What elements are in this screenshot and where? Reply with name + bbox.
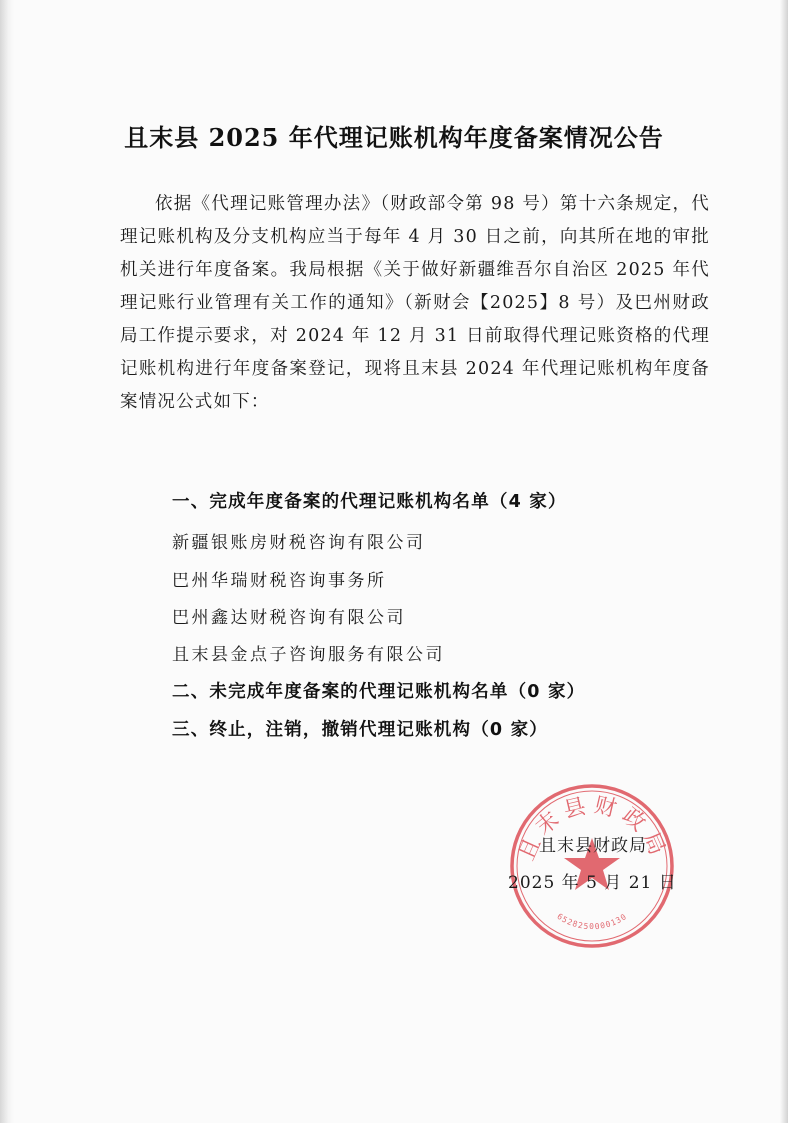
company-list-item: 新疆银账房财税咨询有限公司 — [172, 533, 426, 553]
scan-shadow-left — [0, 0, 14, 1123]
section-heading-terminated: 三、终止，注销，撤销代理记账机构（0 家） — [172, 720, 548, 740]
section-heading-not-completed: 二、未完成年度备案的代理记账机构名单（0 家） — [172, 682, 586, 702]
company-list-item: 巴州华瑞财税咨询事务所 — [172, 571, 387, 591]
company-list-item: 巴州鑫达财税咨询有限公司 — [172, 608, 406, 628]
scan-shadow-right — [780, 0, 788, 1123]
signature-organization: 且末县财政局 — [539, 836, 647, 856]
seal-code: 6528250000130 — [555, 911, 629, 932]
intro-paragraph: 依据《代理记账管理办法》（财政部令第 98 号）第十六条规定，代理记账机构及分支机构应当于每年 4 月 30 日之前，向其所在地的审批机关进行年度备案。我局根据《关于做好新疆维吾尔自治区 2025 年代理记账行业管理有关工作的通知》（新财会【2025】8 号）及巴州财政局工作提示要求，对 2024 年 12 月 31 日前取得代理记账资格的代理记账机构进行年度备案登记，现将且末县 2024 年代理记账机构年度备案情况公式如下： — [120, 194, 710, 412]
section-heading-completed: 一、完成年度备案的代理记账机构名单（4 家） — [172, 492, 567, 512]
company-list-item: 且末县金点子咨询服务有限公司 — [172, 645, 445, 665]
document-title: 且末县 2025 年代理记账机构年度备案情况公告 — [124, 123, 664, 152]
signature-date: 2025 年 5 月 21 日 — [508, 873, 677, 893]
official-seal — [508, 782, 676, 950]
seal-text: 且末县财政局 — [514, 792, 672, 865]
